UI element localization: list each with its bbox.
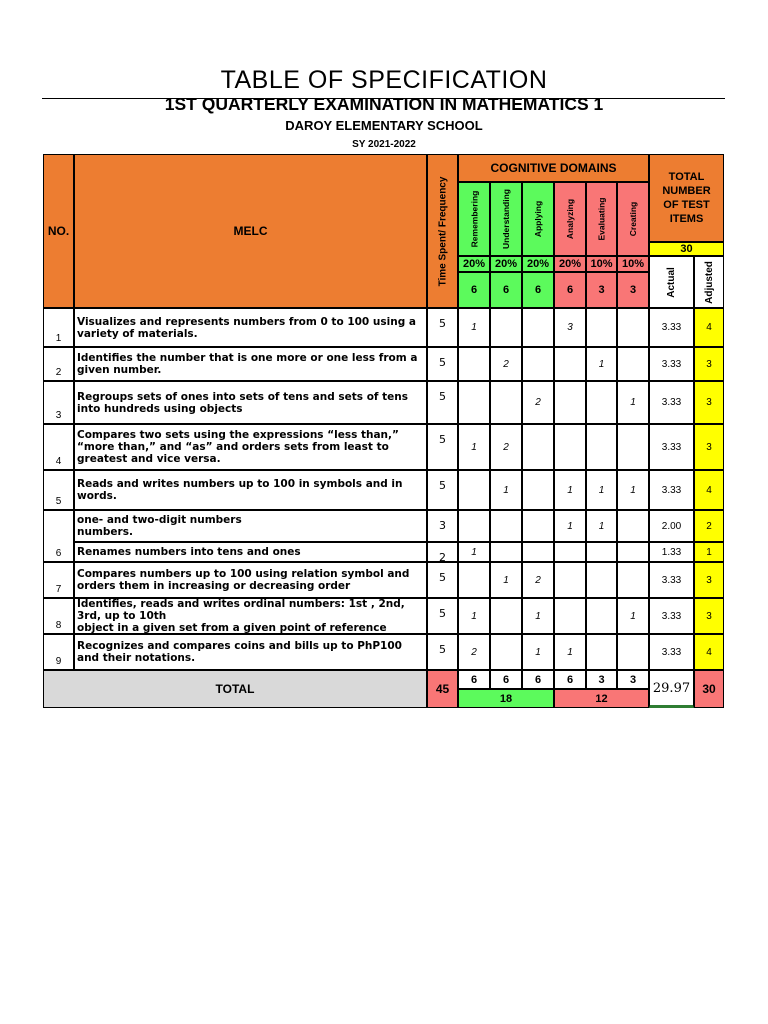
- no-header: NO.: [43, 154, 74, 308]
- actual-header: [649, 256, 694, 308]
- domain-evaluating-header: [586, 182, 617, 256]
- adjusted-value: 3: [694, 598, 724, 634]
- domain-evaluating-count: [586, 634, 617, 670]
- adjusted-value: 2: [694, 510, 724, 542]
- domain-understanding-count: [490, 308, 522, 347]
- domain-understanding-header: [490, 182, 522, 256]
- total-label: TOTAL: [43, 670, 427, 708]
- time-spent-value: 5: [427, 470, 458, 510]
- row-number: 5: [43, 470, 74, 510]
- domain-evaluating-count: [586, 308, 617, 347]
- domain-applying-label: Applying: [533, 200, 544, 238]
- actual-label: Actual: [666, 266, 677, 298]
- melc-text: Recognizes and compares coins and bills up to PhP100 and their notations.: [74, 634, 427, 670]
- domain-applying-header: [522, 182, 554, 256]
- domain-creating-count: [617, 308, 649, 347]
- domain-remembering-items: 6: [458, 272, 490, 308]
- domain-evaluating-count: [586, 562, 617, 598]
- domain-evaluating-count: 1: [586, 510, 617, 542]
- total-actual: 29.97: [649, 670, 694, 708]
- domain-creating-count: 1: [617, 598, 649, 634]
- domain-understanding-percent: 20%: [490, 256, 522, 272]
- domain-evaluating-count: [586, 598, 617, 634]
- domain-remembering-percent: 20%: [458, 256, 490, 272]
- domain-applying-percent: 20%: [522, 256, 554, 272]
- time-spent-value: 5: [427, 308, 458, 347]
- domain-applying-count: [522, 424, 554, 470]
- domain-analyzing-count: 1: [554, 634, 586, 670]
- row-number: 6: [43, 510, 74, 562]
- melc-text: Visualizes and represents numbers from 0 to 100 using a variety of materials.: [74, 308, 427, 347]
- domain-remembering-header: [458, 182, 490, 256]
- domain-applying-count: [522, 470, 554, 510]
- total-remembering: 6: [458, 670, 490, 689]
- domain-evaluating-percent: 10%: [586, 256, 617, 272]
- row-number: 9: [43, 634, 74, 670]
- domain-understanding-count: [490, 542, 522, 562]
- melc-text: Renames numbers into tens and ones: [74, 542, 427, 562]
- domain-creating-count: [617, 510, 649, 542]
- domain-evaluating-count: [586, 424, 617, 470]
- domain-analyzing-percent: 20%: [554, 256, 586, 272]
- melc-text: Reads and writes numbers up to 100 in symbols and in words.: [74, 470, 427, 510]
- domain-analyzing-count: [554, 347, 586, 381]
- total-time: 45: [427, 670, 458, 708]
- domain-analyzing-count: 1: [554, 510, 586, 542]
- actual-value: 3.33: [649, 634, 694, 670]
- domain-remembering-count: [458, 381, 490, 424]
- document-subtitle: 1ST QUARTERLY EXAMINATION IN MATHEMATICS 1: [164, 94, 604, 114]
- domain-remembering-count: [458, 510, 490, 542]
- domain-analyzing-count: [554, 598, 586, 634]
- domain-applying-count: [522, 347, 554, 381]
- adjusted-header: [694, 256, 724, 308]
- domain-understanding-count: [490, 634, 522, 670]
- domain-understanding-count: 2: [490, 424, 522, 470]
- time-spent-value: 3: [427, 510, 458, 542]
- domain-remembering-count: 1: [458, 542, 490, 562]
- domain-analyzing-count: 3: [554, 308, 586, 347]
- domain-evaluating-count: [586, 381, 617, 424]
- row-number: 2: [43, 347, 74, 381]
- melc-text: one- and two-digit numbers numbers.: [74, 510, 427, 542]
- actual-value: 3.33: [649, 470, 694, 510]
- total-applying: 6: [522, 670, 554, 689]
- time-spent-header: [427, 154, 458, 308]
- domain-remembering-count: [458, 470, 490, 510]
- row-number: 7: [43, 562, 74, 598]
- time-spent-value: 2: [427, 542, 458, 562]
- actual-value: 2.00: [649, 510, 694, 542]
- domain-applying-items: 6: [522, 272, 554, 308]
- domain-analyzing-label: Analyzing: [565, 198, 575, 240]
- time-spent-value: 5: [427, 598, 458, 634]
- domain-understanding-label: Understanding: [501, 189, 512, 249]
- melc-text: Compares numbers up to 100 using relation symbol and orders them in increasing or decreasing order: [74, 562, 427, 598]
- domain-creating-percent: 10%: [617, 256, 649, 272]
- total-items-value: 30: [649, 242, 724, 256]
- domain-understanding-count: [490, 381, 522, 424]
- domain-applying-count: [522, 542, 554, 562]
- actual-value: 3.33: [649, 598, 694, 634]
- melc-text: Identifies the number that is one more or one less from a given number.: [74, 347, 427, 381]
- domain-creating-count: [617, 634, 649, 670]
- adjusted-value: 4: [694, 470, 724, 510]
- document-title: TABLE OF SPECIFICATION: [220, 66, 548, 94]
- time-spent-value: 5: [427, 634, 458, 670]
- domain-remembering-count: [458, 347, 490, 381]
- domain-creating-count: 1: [617, 381, 649, 424]
- domain-remembering-count: 1: [458, 424, 490, 470]
- actual-value: 3.33: [649, 562, 694, 598]
- adjusted-value: 3: [694, 562, 724, 598]
- domain-creating-header: [617, 182, 649, 256]
- time-spent-value: 5: [427, 381, 458, 424]
- melc-text: Regroups sets of ones into sets of tens and sets of tens into hundreds using objects: [74, 381, 427, 424]
- domain-evaluating-items: 3: [586, 272, 617, 308]
- domain-analyzing-count: [554, 381, 586, 424]
- actual-value: 1.33: [649, 542, 694, 562]
- domain-evaluating-count: [586, 542, 617, 562]
- row-number: 8: [43, 598, 74, 634]
- time-spent-value: 5: [427, 424, 458, 470]
- actual-value: 3.33: [649, 308, 694, 347]
- adjusted-label: Adjusted: [703, 260, 715, 304]
- time-spent-label: Time Spent/ Frequency: [437, 176, 448, 286]
- adjusted-value: 3: [694, 347, 724, 381]
- domain-creating-count: [617, 347, 649, 381]
- adjusted-value: 1: [694, 542, 724, 562]
- domain-remembering-count: [458, 562, 490, 598]
- domain-evaluating-label: Evaluating: [596, 197, 607, 241]
- domain-analyzing-count: [554, 542, 586, 562]
- actual-value: 3.33: [649, 381, 694, 424]
- domain-understanding-count: 2: [490, 347, 522, 381]
- domain-analyzing-count: [554, 562, 586, 598]
- row-number: 4: [43, 424, 74, 470]
- domain-analyzing-items: 6: [554, 272, 586, 308]
- domain-remembering-count: 1: [458, 308, 490, 347]
- domain-creating-count: [617, 424, 649, 470]
- domain-remembering-count: 2: [458, 634, 490, 670]
- cognitive-domains-header: COGNITIVE DOMAINS: [458, 154, 649, 182]
- total-lower-order: 18: [458, 689, 554, 708]
- domain-creating-label: Creating: [628, 201, 639, 237]
- row-number: 3: [43, 381, 74, 424]
- domain-analyzing-count: [554, 424, 586, 470]
- total-items-header: TOTAL NUMBER OF TEST ITEMS: [649, 154, 724, 242]
- domain-creating-count: 1: [617, 470, 649, 510]
- actual-value: 3.33: [649, 424, 694, 470]
- total-higher-order: 12: [554, 689, 649, 708]
- domain-understanding-count: [490, 598, 522, 634]
- domain-remembering-label: Remembering: [469, 190, 479, 248]
- domain-remembering-count: 1: [458, 598, 490, 634]
- adjusted-value: 3: [694, 424, 724, 470]
- total-evaluating: 3: [586, 670, 617, 689]
- actual-value: 3.33: [649, 347, 694, 381]
- domain-creating-items: 3: [617, 272, 649, 308]
- school-name: DAROY ELEMENTARY SCHOOL: [285, 118, 483, 133]
- domain-applying-count: 2: [522, 381, 554, 424]
- melc-text: Compares two sets using the expressions “less than,” “more than,” and “as” and orders sets from least to greatest and vice versa.: [74, 424, 427, 470]
- domain-evaluating-count: 1: [586, 470, 617, 510]
- melc-header: MELC: [74, 154, 427, 308]
- total-creating: 3: [617, 670, 649, 689]
- total-understanding: 6: [490, 670, 522, 689]
- domain-applying-count: 2: [522, 562, 554, 598]
- time-spent-value: 5: [427, 562, 458, 598]
- school-year: SY 2021-2022: [352, 139, 416, 150]
- row-number: 1: [43, 308, 74, 347]
- domain-evaluating-count: 1: [586, 347, 617, 381]
- domain-analyzing-count: 1: [554, 470, 586, 510]
- domain-understanding-count: [490, 510, 522, 542]
- domain-understanding-count: 1: [490, 562, 522, 598]
- total-adjusted: 30: [694, 670, 724, 708]
- domain-applying-count: [522, 510, 554, 542]
- domain-applying-count: 1: [522, 598, 554, 634]
- melc-text: Identifies, reads and writes ordinal numbers: 1st , 2nd, 3rd, up to 10th object in a given set from a given point of reference: [74, 598, 427, 634]
- domain-creating-count: [617, 562, 649, 598]
- total-analyzing: 6: [554, 670, 586, 689]
- time-spent-value: 5: [427, 347, 458, 381]
- adjusted-value: 4: [694, 308, 724, 347]
- domain-creating-count: [617, 542, 649, 562]
- domain-analyzing-header: [554, 182, 586, 256]
- domain-understanding-items: 6: [490, 272, 522, 308]
- domain-applying-count: 1: [522, 634, 554, 670]
- adjusted-value: 3: [694, 381, 724, 424]
- domain-understanding-count: 1: [490, 470, 522, 510]
- domain-applying-count: [522, 308, 554, 347]
- adjusted-value: 4: [694, 634, 724, 670]
